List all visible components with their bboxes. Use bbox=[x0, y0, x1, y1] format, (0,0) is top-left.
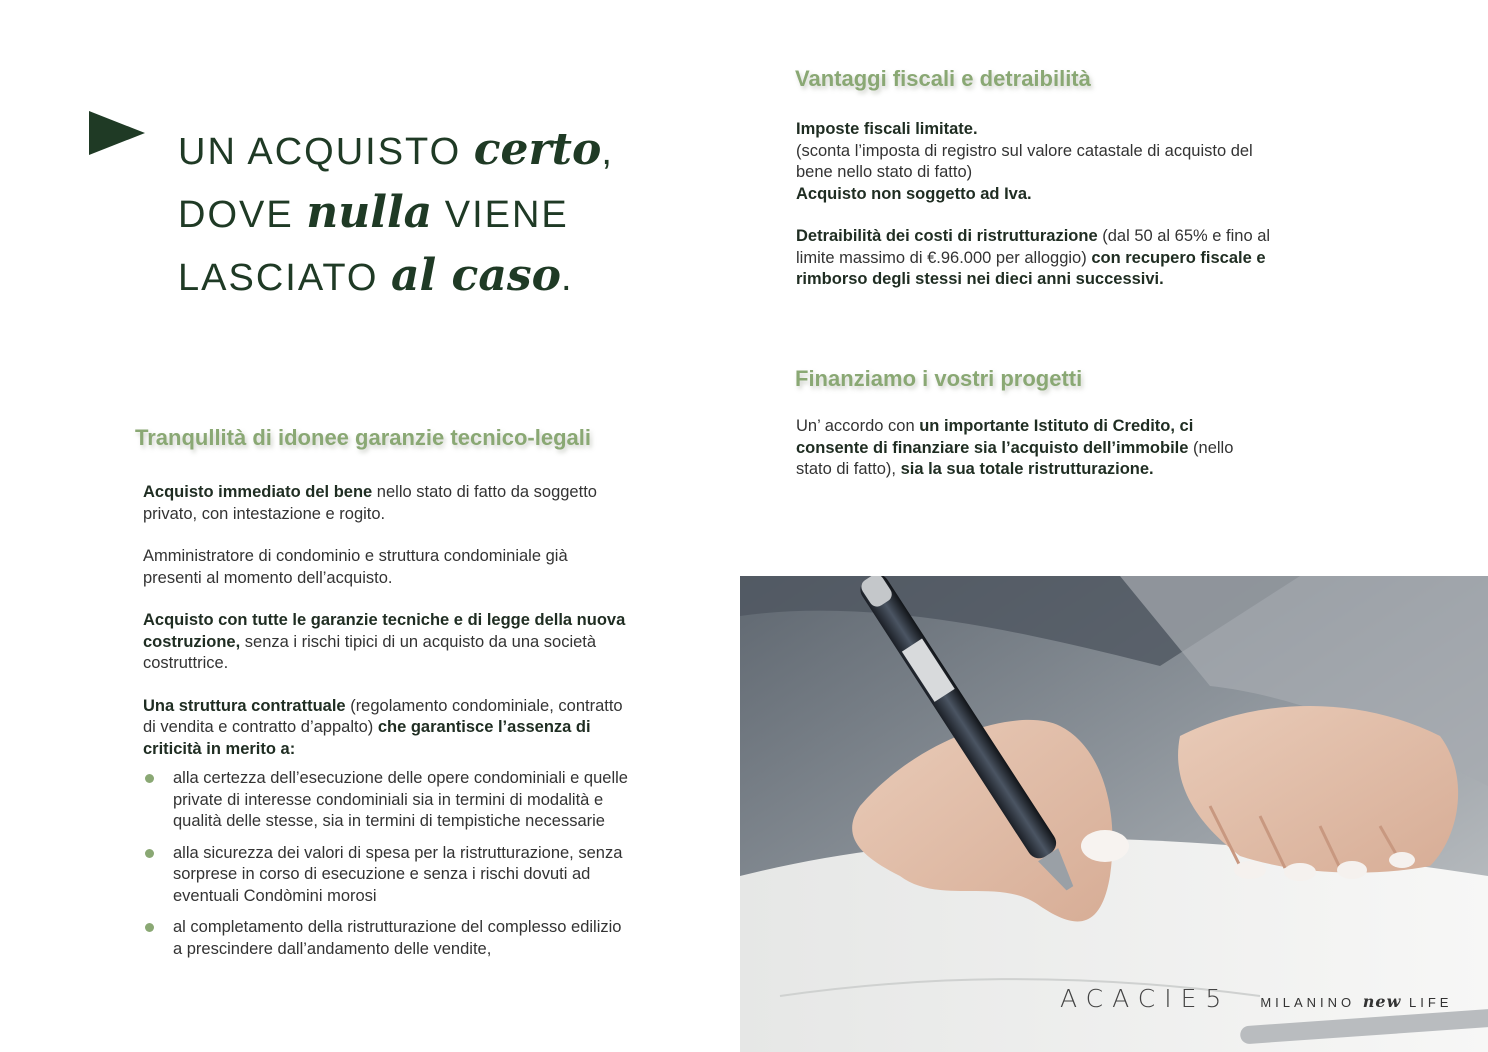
text: Un’ accordo con bbox=[796, 417, 920, 435]
list-item bbox=[143, 917, 628, 960]
paragraph bbox=[796, 119, 1286, 205]
bold-text: Acquisto immediato del bene bbox=[143, 483, 373, 501]
signing-illustration bbox=[740, 576, 1488, 1052]
paragraph: Amministratore di condominio e struttura condominiale già presenti al momento dell’acquisto. bbox=[143, 547, 568, 587]
hero-text: UN ACQUISTO bbox=[178, 131, 474, 173]
hero-text: VIENE bbox=[432, 194, 569, 236]
bold-text: Acquisto con tutte le garanzie tecniche e di legge della nuova costruzione, bbox=[143, 611, 626, 651]
text: (dal 50 al 65% e fino al limite massimo di €.96.000 per alloggio) bbox=[796, 227, 1271, 267]
hero-text: LASCIATO bbox=[178, 257, 391, 299]
section-title-finanziamo: Finanziamo i vostri progetti bbox=[795, 366, 1083, 391]
logo-tagline-emphasis: new bbox=[1362, 992, 1402, 1011]
hero-emphasis: nulla bbox=[306, 187, 433, 238]
logo-brand-text: ACACIE bbox=[1060, 984, 1206, 1013]
bold-text: che garantisce l’assenza di criticità in merito a: bbox=[143, 718, 591, 758]
finanziamo-body bbox=[796, 416, 1266, 502]
paragraph bbox=[796, 416, 1266, 481]
section-title-tranquillita: Tranqullità di idonee garanzie tecnico-legali bbox=[135, 425, 591, 450]
bold-text: Acquisto non soggetto ad Iva. bbox=[796, 184, 1032, 203]
bold-text: Detraibilità dei costi di ristrutturazione bbox=[796, 227, 1098, 245]
bold-text: sia la sua totale ristrutturazione. bbox=[900, 460, 1154, 478]
list-item bbox=[143, 768, 628, 833]
hero-emphasis: certo bbox=[473, 124, 602, 175]
paragraph bbox=[143, 696, 628, 761]
hero-line-1 bbox=[178, 118, 614, 181]
text: senza i rischi tipici di un acquisto da una società costruttrice. bbox=[143, 632, 597, 672]
fingernail bbox=[1284, 863, 1316, 881]
logo-brand bbox=[1060, 984, 1230, 1013]
logo-tagline-text: MILANINO bbox=[1260, 995, 1363, 1010]
hero-text: , bbox=[601, 131, 614, 173]
bold-text: con recupero fiscale e rimborso degli stessi nei dieci anni successivi. bbox=[796, 248, 1266, 288]
bullet-dot-icon bbox=[145, 849, 154, 858]
vantaggi-body bbox=[796, 119, 1286, 312]
list-item-text: alla sicurezza dei valori di spesa per la ristrutturazione, senza sorprese in corso di esecuzione e senza i rischi dovuti ad eventuali Condòmini morosi bbox=[173, 843, 623, 905]
bold-text: Una struttura contrattuale bbox=[143, 696, 346, 715]
text: (regolamento condominiale, contratto di vendita e contratto d’appalto) bbox=[143, 696, 623, 736]
hero-line-2 bbox=[178, 181, 614, 244]
hero-line-3 bbox=[178, 244, 614, 307]
list-item-text: alla certezza dell’esecuzione delle opere condominiali e quelle private di interesse condominiali sia in termini di modalità e qualità delle stesse, sia in termini di tempistiche necessarie bbox=[173, 769, 628, 830]
bullet-dot-icon bbox=[145, 923, 154, 932]
hero-headline bbox=[178, 118, 614, 307]
fingernail bbox=[1234, 861, 1266, 879]
bullet-list bbox=[143, 768, 628, 960]
text: nello stato di fatto da soggetto privato, con intestazione e rogito. bbox=[143, 483, 597, 523]
hero-emphasis: al caso bbox=[391, 250, 561, 301]
text: (nello stato di fatto), bbox=[796, 438, 1234, 478]
logo-tagline bbox=[1260, 992, 1452, 1011]
logo-tagline-text: LIFE bbox=[1401, 995, 1453, 1010]
list-item-text: al completamento della ristrutturazione del complesso edilizio a prescindere dall’andamento delle vendite, bbox=[173, 918, 622, 958]
hero-text: DOVE bbox=[178, 194, 307, 236]
brand-logo bbox=[1060, 984, 1452, 1013]
text: (sconta l’imposta di registro sul valore catastale di acquisto del bene nello stato di fatto) bbox=[796, 141, 1253, 181]
bold-text: un importante Istituto di Credito, ci consente di finanziare sia l’acquisto dell’immobile bbox=[796, 417, 1194, 457]
tranquillita-body bbox=[143, 482, 628, 970]
play-arrow-icon bbox=[89, 111, 145, 155]
hero-text: . bbox=[560, 257, 574, 299]
bold-text: Imposte fiscali limitate. bbox=[796, 120, 978, 138]
bullet-dot-icon bbox=[145, 774, 154, 783]
list-item bbox=[143, 843, 628, 908]
signing-photo bbox=[740, 576, 1488, 1052]
fingernail bbox=[1389, 852, 1415, 868]
section-title-vantaggi: Vantaggi fiscali e detraibilità bbox=[795, 66, 1091, 91]
paragraph bbox=[796, 226, 1286, 291]
logo-brand-number: 5 bbox=[1205, 984, 1231, 1013]
paragraph bbox=[143, 610, 628, 675]
fingernail bbox=[1081, 830, 1129, 862]
paragraph bbox=[143, 482, 628, 525]
fingernail bbox=[1337, 861, 1367, 879]
